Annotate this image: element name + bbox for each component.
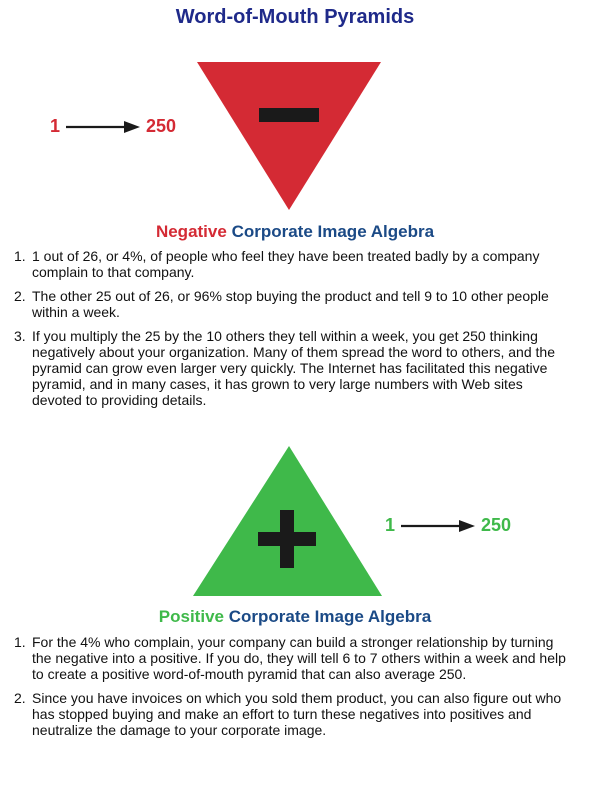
positive-flow-to: 250 <box>481 515 512 535</box>
list-item-text: 1 out of 26, or 4%, of people who feel they have been treated badly by a company complain to that company. <box>32 248 540 280</box>
list-item-text: If you multiply the 25 by the 10 others they tell within a week, you get 250 thinking negatively about your organization. Many of them spread the word to others, and the pyramid can grow even larger very quickly. The Internet has facilitated this negative pyramid, and in many cases, it has grown to very large numbers with Web sites devoted to providing details. <box>32 328 555 408</box>
positive-heading-rest: Corporate Image Algebra <box>228 607 432 626</box>
list-item <box>14 328 566 408</box>
list-item-number: 1. <box>14 248 26 264</box>
negative-pyramid-triangle <box>197 62 381 210</box>
minus-icon <box>259 108 319 122</box>
negative-list <box>14 248 566 416</box>
list-item-number: 2. <box>14 288 26 304</box>
list-item-text: The other 25 out of 26, or 96% stop buying the product and tell 9 to 10 other people within a week. <box>32 288 549 320</box>
list-item-text: Since you have invoices on which you sold them product, you can also figure out who has stopped buying and make an effort to turn these negatives into positives and neutralize the damage to your corporate image. <box>32 690 562 738</box>
list-item <box>14 690 566 738</box>
list-item-number: 2. <box>14 690 26 706</box>
negative-pyramid <box>0 60 590 210</box>
negative-heading-rest: Corporate Image Algebra <box>231 222 435 241</box>
positive-list <box>14 634 566 746</box>
positive-heading-prefix: Positive <box>158 607 224 626</box>
positive-flow <box>385 515 511 536</box>
list-item-number: 1. <box>14 634 26 650</box>
list-item <box>14 634 566 682</box>
page-title: Word-of-Mouth Pyramids <box>175 6 415 28</box>
list-item <box>14 288 566 320</box>
list-item-number: 3. <box>14 328 26 344</box>
negative-flow-to: 250 <box>146 116 177 136</box>
positive-flow-arrow-icon <box>401 519 475 533</box>
positive-flow-from: 1 <box>385 515 396 535</box>
negative-heading <box>0 222 590 242</box>
positive-heading <box>0 607 590 627</box>
list-item-text: For the 4% who complain, your company can build a stronger relationship by turning the negative into a positive. If you do, they will tell 6 to 7 others within a week and help to create a positive word-of-mouth pyramid that can also average 250. <box>32 634 566 682</box>
list-item <box>14 248 566 280</box>
negative-heading-prefix: Negative <box>155 222 227 241</box>
negative-flow-from: 1 <box>50 116 61 136</box>
